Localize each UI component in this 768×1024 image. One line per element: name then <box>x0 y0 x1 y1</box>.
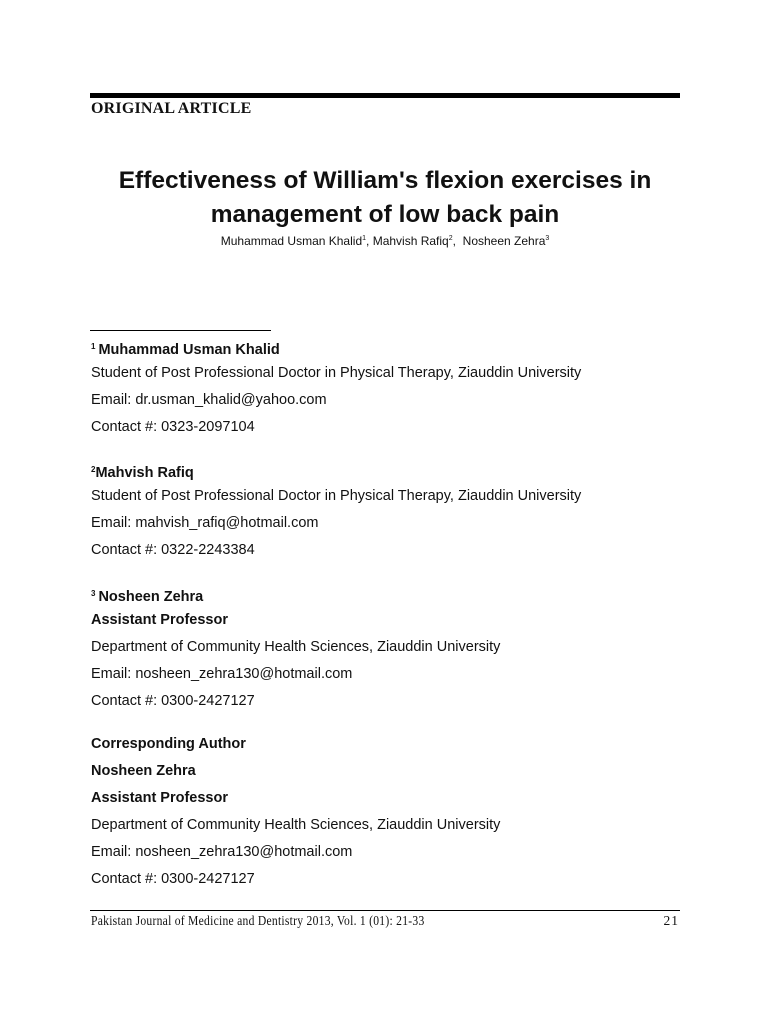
affiliation-role: Department of Community Health Sciences, Ziauddin University <box>91 639 501 655</box>
header-rule <box>90 93 680 98</box>
affiliation-contact: Contact #: 0323-2097104 <box>91 419 255 435</box>
affiliation-1 <box>91 333 581 441</box>
affiliation-contact: Contact #: 0322-2243384 <box>91 542 255 558</box>
author-mark: 3 <box>545 235 550 242</box>
affiliation-role: Student of Post Professional Doctor in Physical Therapy, Ziauddin University <box>91 488 582 504</box>
affiliation-email: Email: nosheen_zehra130@hotmail.com <box>91 666 353 682</box>
footer-rule <box>90 910 680 911</box>
author-list: Muhammad Usman Khalid$^1$, Mahvish Rafiq$^2$, Nosheen Zehra$^3$ <box>220 234 550 248</box>
author-mark: 1 <box>362 235 367 242</box>
corresponding-email: Email: nosheen_zehra130@hotmail.com <box>91 844 353 860</box>
affiliation-contact: Contact #: 0300-2427127 <box>91 693 255 709</box>
title-line-2: management of low back pain <box>210 201 560 228</box>
journal-citation: Pakistan Journal of Medicine and Dentistry 2013, Vol. 1 (01): 21-33 <box>91 913 425 928</box>
affiliation-name: Nosheen Zehra <box>98 589 204 605</box>
corresponding-author <box>91 731 500 893</box>
author-name: Nosheen Zehra <box>462 234 546 248</box>
affiliation-role: Student of Post Professional Doctor in Physical Therapy, Ziauddin University <box>91 365 582 381</box>
page-number: 21 <box>663 913 679 928</box>
author-name: Muhammad Usman Khalid <box>220 234 363 248</box>
author-name: Mahvish Rafiq <box>372 234 449 248</box>
affiliation-email: Email: dr.usman_khalid@yahoo.com <box>91 392 327 408</box>
corresponding-heading: Corresponding Author <box>91 736 246 752</box>
author-mark: 2 <box>448 235 453 242</box>
affiliation-mark: 2 <box>91 465 96 474</box>
corresponding-title: Assistant Professor <box>91 790 228 806</box>
corresponding-role: Department of Community Health Sciences, Ziauddin University <box>91 817 501 833</box>
affiliation-title: Assistant Professor <box>91 612 228 628</box>
affiliation-3 <box>91 580 500 715</box>
affiliation-email: Email: mahvish_rafiq@hotmail.com <box>91 515 319 531</box>
article-type-label: ORIGINAL ARTICLE <box>91 100 252 117</box>
affiliation-name: Muhammad Usman Khalid <box>98 342 280 358</box>
affiliation-name: Mahvish Rafiq <box>95 465 194 481</box>
affiliation-2 <box>91 456 581 564</box>
corresponding-contact: Contact #: 0300-2427127 <box>91 871 255 887</box>
corresponding-name: Nosheen Zehra <box>91 763 196 779</box>
footnote-rule <box>90 330 271 331</box>
affiliation-mark: 3 <box>91 589 96 598</box>
title-line-1: Effectiveness of William's flexion exercises in <box>118 167 652 194</box>
affiliation-mark: 1 <box>91 342 96 351</box>
article-title <box>90 164 680 232</box>
